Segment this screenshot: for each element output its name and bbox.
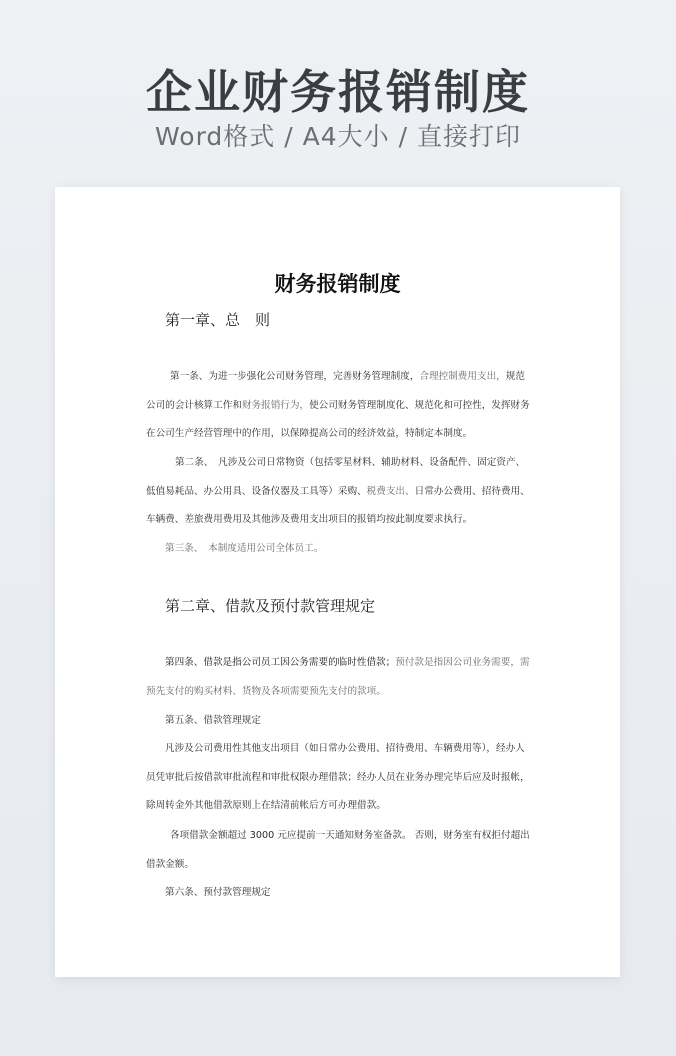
- document-title: 财务报销制度: [274, 272, 401, 296]
- banner-subtitle: Word格式 / A4大小 / 直接打印: [155, 122, 521, 151]
- article-2: [146, 449, 531, 535]
- article-5-amount: 各项借款金额超过 3000 元应提前一天通知财务室备款。 否则，财务室有权拒付超出借款金额。: [146, 830, 530, 870]
- document-page: [55, 187, 620, 977]
- chapter-2-heading: 第二章、借款及预付款管理规定: [165, 597, 376, 615]
- article-4: [146, 649, 531, 706]
- article-5-title: 第五条、借款管理规定: [165, 715, 261, 726]
- chapter-1-heading: 第一章、总 则: [165, 311, 271, 329]
- article-1-text-e: 使公司财务管理制度化、规范化和可控性，发挥财务在公司生产经营管理中的作用，以保障提高公司的经济效益，特制定本制度。: [146, 399, 530, 440]
- article-2-text-a: 第二条、 凡涉及公司日常物资（包括零星材料、辅助材料、设备配件、固定资产、低值易耗品、办公用具、设备仪器及工具等）采购、: [146, 457, 526, 497]
- article-3: 第三条、 本制度适用公司全体员工。: [165, 543, 324, 554]
- article-4-text-a: 第四条、借款是指公司员工因公务需要的临时性借款；: [165, 657, 396, 668]
- article-1-text-b: 合理控制费用支出，: [419, 371, 506, 382]
- article-5-body: 凡涉及公司费用性其他支出项目（如日常办公费用、招待费用、车辆费用等），经办人员凭审批后按借款审批流程和审批权限办理借款；经办人员在业务办理完毕后应及时报帐，除周转金外其他借款原则上在结清前帐后方可办理借款。: [146, 743, 530, 812]
- article-1-text-d: 财务报销行为，: [241, 399, 310, 411]
- article-6-title: 第六条、预付款管理规定: [165, 887, 271, 898]
- article-2-text-b: 税费支出、: [366, 485, 415, 497]
- article-1: [146, 363, 531, 449]
- article-4-text-b: 预付款是指因公司业务需要，需预先支付的购买材料、货物及各项需要预先支付的款项。: [146, 657, 530, 697]
- banner-title: 企业财务报销制度: [146, 65, 530, 119]
- article-1-text-a: 第一条、为进一步强化公司财务管理，完善财务管理制度，: [170, 371, 420, 382]
- article-2-text-c: 日常办公费用、招待费用、车辆费、差旅费用费用及其他涉及费用支出项目的报销均按此制度要求执行。: [146, 485, 530, 526]
- article-1-text-c: 规范公司的会计核算工作和: [146, 371, 525, 411]
